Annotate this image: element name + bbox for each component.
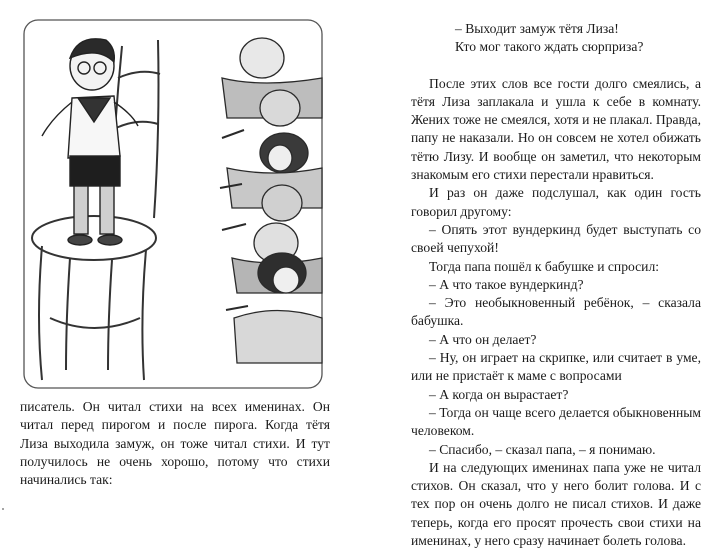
- poem-line: Кто мог такого ждать сюрприза?: [455, 39, 644, 55]
- dialogue-line: – Тогда он чаще всего делается обыкновенным человеком.: [411, 404, 701, 439]
- dialogue-line: – А что он делает?: [429, 331, 537, 347]
- left-paragraph: писатель. Он читал стихи на всех именинах. Он читал перед пирогом и после пирога. Когда тётя Лиза выходила замуж, он тоже читал стихи. И тут получилось не очень хорошо, потому что стихи начинались так:: [20, 399, 330, 488]
- paragraph: И на следующих именинах папа уже не читал стихов. Он сказал, что у него болит голова. И с тех пор он очень долго не писал стихов. И даже теперь, когда его просят прочесть свои стихи на именинах, у него сразу начинает болеть голова.: [411, 459, 701, 549]
- dialogue-line: – Ну, он играет на скрипке, или считает в уме, или не пристаёт к маме с вопросами: [411, 350, 701, 384]
- page-mark: [2, 508, 4, 510]
- dialogue-line: – А когда он вырастает?: [429, 386, 569, 402]
- dialogue-line: – Опять этот вундеркинд будет выступать со своей чепухой!: [411, 221, 701, 256]
- right-page: [358, 0, 716, 549]
- poem-line: – Выходит замуж тётя Лиза!: [455, 21, 619, 36]
- paragraph: Тогда папа пошёл к бабушке и спросил:: [429, 258, 660, 274]
- dialogue-line: – А что такое вундеркинд?: [429, 276, 584, 292]
- dialogue-line: – Спасибо, – сказал папа, – я понимаю.: [429, 441, 656, 457]
- dialogue-line: – Это необыкновенный ребёнок, – сказала бабушка.: [411, 295, 701, 329]
- paragraph: И раз он даже подслушал, как один гость говорил другому:: [411, 185, 701, 219]
- left-page: [0, 0, 358, 524]
- right-page-text: [411, 20, 701, 550]
- illustration-drawing: [22, 18, 324, 390]
- left-page-text: [20, 398, 330, 489]
- illustration-boy-on-chair: [22, 18, 324, 390]
- paragraph: После этих слов все гости долго смеялись, а тётя Лиза заплакала и ушла к себе в комнату. Жених тоже не смеялся, хотя и не плакал. Правда, папу не наказали. Но он совсем не хотел обижать тётю Лизу. И вообще он заметил, что некоторым знакомым его стихи перестали нравиться.: [411, 75, 701, 183]
- right-paragraphs: [411, 75, 701, 550]
